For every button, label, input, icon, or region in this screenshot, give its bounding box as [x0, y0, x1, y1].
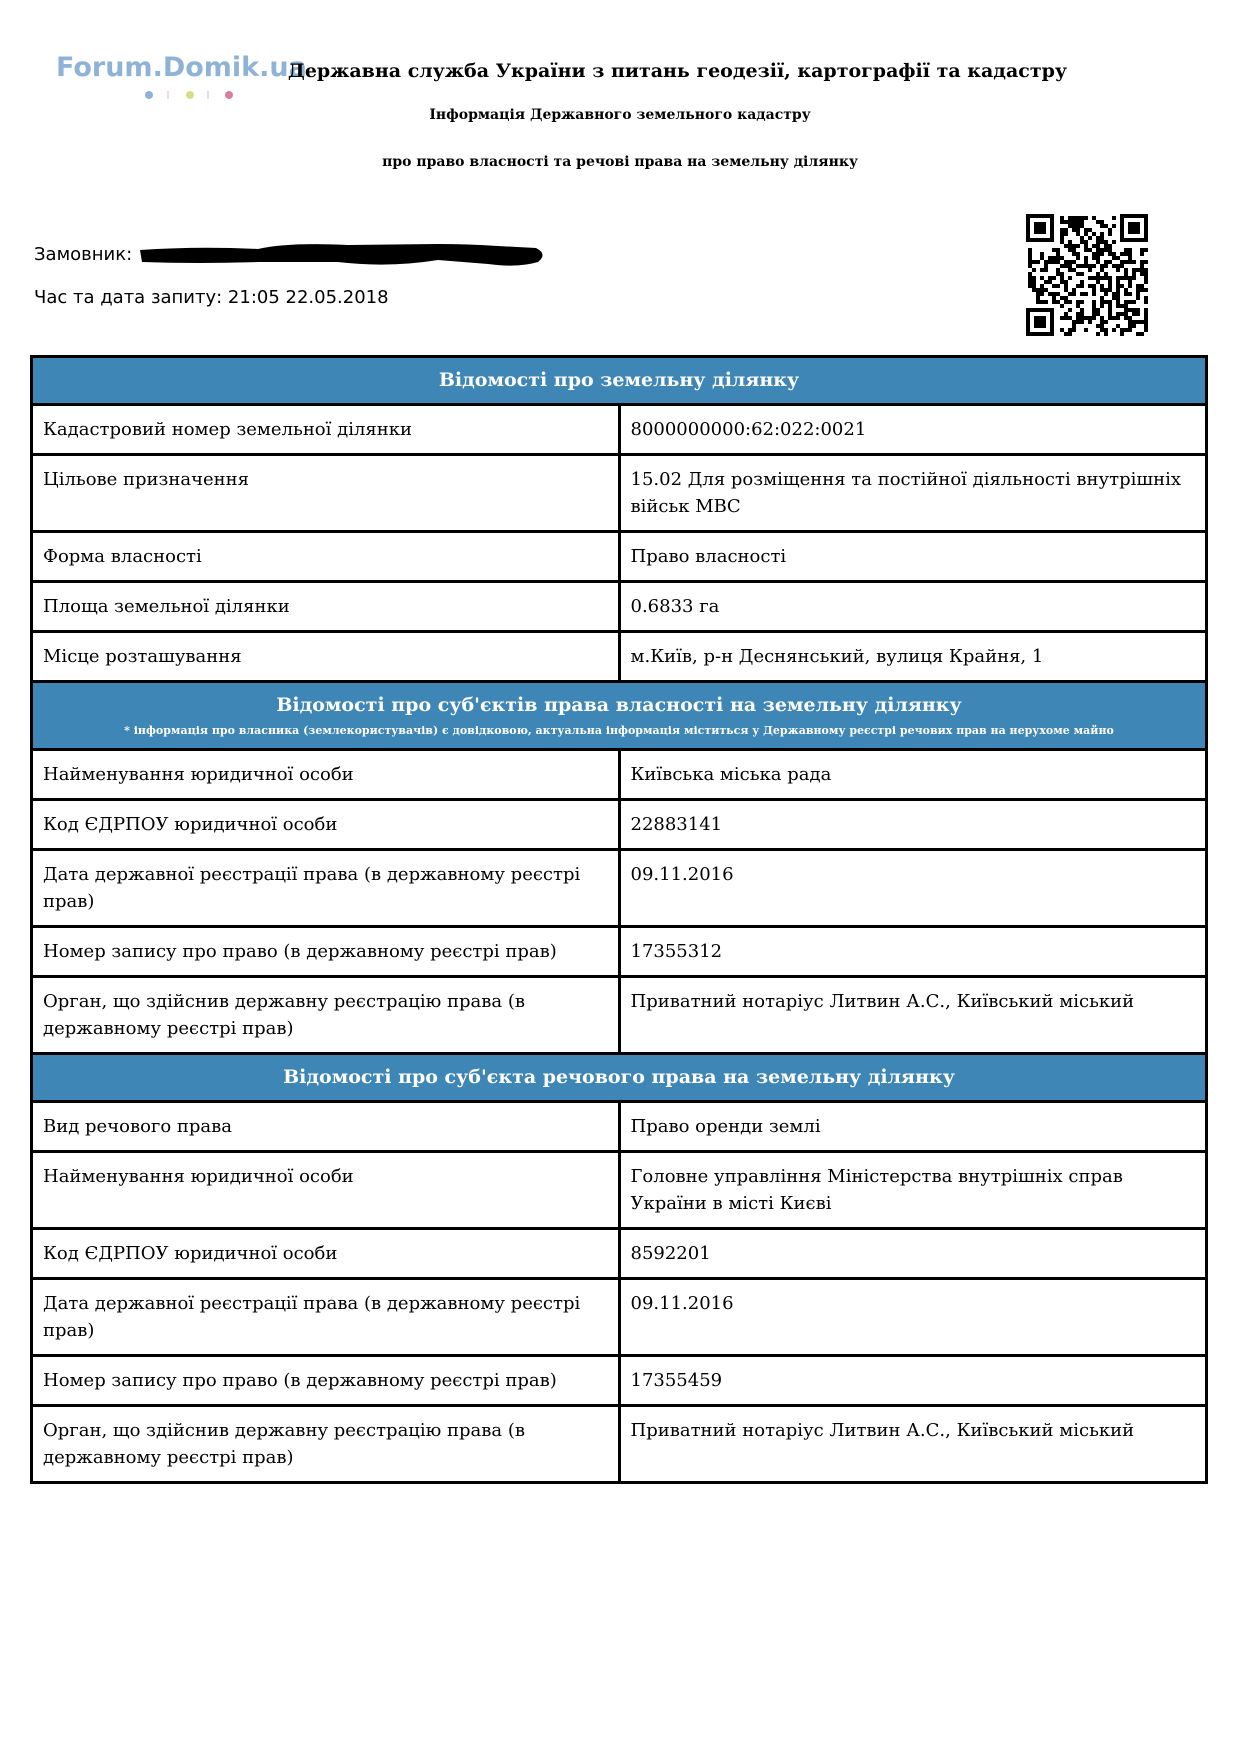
cadastre-info-table: [30, 355, 1208, 1484]
row-label: Найменування юридичної особи: [32, 1152, 620, 1229]
redaction-mark: [138, 240, 548, 270]
row-value: 17355312: [619, 927, 1207, 977]
row-label: Найменування юридичної особи: [32, 750, 620, 800]
request-datetime: Час та дата запиту: 21:05 22.05.2018: [34, 287, 389, 308]
row-value: Право власності: [619, 532, 1207, 582]
row-value: Головне управління Міністерства внутрішніх справ України в місті Києві: [619, 1152, 1207, 1229]
row-label: Код ЄДРПОУ юридичної особи: [32, 1229, 620, 1279]
row-value: 22883141: [619, 800, 1207, 850]
row-value: 17355459: [619, 1356, 1207, 1406]
section-header-property-right: Відомості про суб'єкта речового права на земельну ділянку: [32, 1054, 1207, 1102]
row-label: Кадастровий номер земельної ділянки: [32, 405, 620, 455]
table-row: [32, 1356, 1207, 1406]
row-label: Форма власності: [32, 532, 620, 582]
section-header-land-plot: Відомості про земельну ділянку: [32, 357, 1207, 405]
row-label: Номер запису про право (в державному реєстрі прав): [32, 1356, 620, 1406]
table-row: [32, 850, 1207, 927]
table-row: [32, 1279, 1207, 1356]
row-label: Вид речового права: [32, 1102, 620, 1152]
table-row: [32, 632, 1207, 682]
row-value: Право оренди землі: [619, 1102, 1207, 1152]
row-label: Дата державної реєстрації права (в державному реєстрі прав): [32, 1279, 620, 1356]
table-row: [32, 750, 1207, 800]
row-label: Площа земельної ділянки: [32, 582, 620, 632]
section-title: Відомості про суб'єктів права власності на земельну ділянку: [276, 694, 962, 716]
section-note: * інформація про власника (землекористувачів) є довідковою, актуальна інформація міститься у Державному реєстрі речових прав на нерухоме майно: [124, 724, 1114, 737]
row-value: 0.6833 га: [619, 582, 1207, 632]
svg-text:Forum.Domik.ua: Forum.Domik.ua: [56, 52, 307, 83]
customer-label: Замовник:: [34, 244, 133, 265]
table-row: [32, 405, 1207, 455]
row-value: 8000000000:62:022:0021: [619, 405, 1207, 455]
table-row: [32, 800, 1207, 850]
qr-code-icon: [1026, 214, 1148, 336]
row-value: 15.02 Для розміщення та постійної діяльності внутрішніх військ МВС: [619, 455, 1207, 532]
row-label: Орган, що здійснив державну реєстрацію права (в державному реєстрі прав): [32, 977, 620, 1054]
row-value: Київська міська рада: [619, 750, 1207, 800]
row-value: 09.11.2016: [619, 850, 1207, 927]
table-row: [32, 927, 1207, 977]
row-label: Цільове призначення: [32, 455, 620, 532]
row-label: Орган, що здійснив державну реєстрацію права (в державному реєстрі прав): [32, 1406, 620, 1483]
table-row: [32, 1229, 1207, 1279]
row-label: Дата державної реєстрації права (в державному реєстрі прав): [32, 850, 620, 927]
row-value: 09.11.2016: [619, 1279, 1207, 1356]
row-value: Приватний нотаріус Литвин А.С., Київський міський: [619, 977, 1207, 1054]
row-label: Код ЄДРПОУ юридичної особи: [32, 800, 620, 850]
row-label: Номер запису про право (в державному реєстрі прав): [32, 927, 620, 977]
row-label: Місце розташування: [32, 632, 620, 682]
table-row: [32, 1406, 1207, 1483]
table-row: [32, 977, 1207, 1054]
section-header-ownership: [32, 682, 1207, 750]
row-value: Приватний нотаріус Литвин А.С., Київський міський: [619, 1406, 1207, 1483]
row-value: м.Київ, р-н Деснянський, вулиця Крайня, 1: [619, 632, 1207, 682]
document-subtitle: Інформація Державного земельного кадастру: [429, 107, 811, 123]
agency-title: Державна служба України з питань геодезії, картографії та кадастру: [287, 60, 1068, 82]
table-row: [32, 1152, 1207, 1229]
table-row: [32, 455, 1207, 532]
table-row: [32, 1102, 1207, 1152]
row-value: 8592201: [619, 1229, 1207, 1279]
document-subtitle-2: про право власності та речові права на земельну ділянку: [382, 154, 858, 170]
table-row: [32, 532, 1207, 582]
table-row: [32, 582, 1207, 632]
